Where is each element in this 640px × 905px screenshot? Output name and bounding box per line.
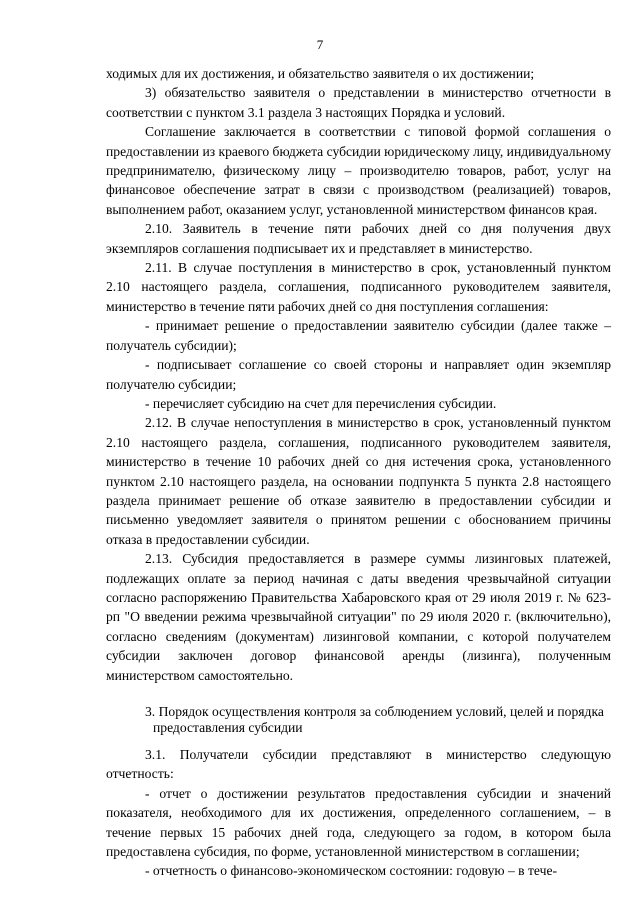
paragraph-2-13: 2.13. Субсидия предоставляется в размере суммы лизинговых платежей, подлежащих оплате за период начиная с даты введения чрезвычайной ситуации согласно распоряжению Правительства Хабаровского края от 29 июля 2019 г. № 623-рп "О введении режима чрезвычайной ситуации" по 29 июля 2020 г. (включительно), согласно сведениям (документам) лизинговой компании, с которой получателем субсидии заключен договор финансовой аренды (лизинга), полученным министерством самостоятельно. <box>106 551 611 683</box>
list-item-sign-agreement: - подписывает соглашение со своей стороны и направляет один экземпляр получателю субсидии; <box>106 357 611 392</box>
list-item-decision: - принимает решение о предоставлении заявителю субсидии (далее также – получатель субсидии); <box>106 318 611 353</box>
list-item-financial-report: - отчетность о финансово-экономическом состоянии: годовую – в тече- <box>145 863 558 879</box>
document-body <box>106 64 611 881</box>
paragraph-2-12: 2.12. В случае непоступления в министерство в срок, установленный пунктом 2.10 настоящего раздела, соглашения, подписанного руководителем заявителя, министерство в течение 10 рабочих дней со дня истечения срока, установленного пунктом 2.10 настоящего раздела, на основании подпункта 5 пункта 2.8 настоящего раздела принимает решение об отказе заявителю в предоставлении субсидии и письменно уведомляет заявителя о принятом решении с обоснованием причины отказа в предоставлении субсидии. <box>106 415 611 547</box>
paragraph-obligation-report: 3) обязательство заявителя о представлении в министерство отчетности в соответствии с пунктом 3.1 раздела 3 настоящих Порядка и условий. <box>106 85 611 120</box>
list-item-results-report: - отчет о достижении результатов предоставления субсидии и значений показателя, необходимого для их достижения, определенного соглашением, – в течение первых 15 рабочих дней года, следующего за годом, в котором была предоставлена субсидия, по форме, установленной министерством в соглашении; <box>106 785 611 860</box>
paragraph-3-1: 3.1. Получатели субсидии представляют в министерство следующую отчетность: <box>106 747 611 782</box>
section-heading: 3. Порядок осуществления контроля за соблюдением условий, целей и порядка предоставления субсидии <box>145 704 604 735</box>
paragraph-continuation: ходимых для их достижения, и обязательство заявителя о их достижении; <box>106 66 535 81</box>
paragraph-2-10: 2.10. Заявитель в течение пяти рабочих дней со дня получения двух экземпляров соглашения подписывает их и представляет в министерство. <box>106 221 611 256</box>
paragraph-2-11: 2.11. В случае поступления в министерство в срок, установленный пунктом 2.10 настоящего раздела, соглашения, подписанного руководителем заявителя, министерство в течение пяти рабочих дней со дня поступления соглашения: <box>106 260 611 314</box>
page-number: 7 <box>316 37 324 52</box>
paragraph-agreement-form: Соглашение заключается в соответствии с типовой формой соглашения о предоставлении из краевого бюджета субсидии юридическому лицу, индивидуальному предпринимателю, физическому лицу – производителю товаров, работ, услуг на финансовое обеспечение затрат в связи с производством (реализацией) товаров, выполнением работ, оказанием услуг, установленной министерством финансов края. <box>106 124 611 217</box>
list-item-transfer: - перечисляет субсидию на счет для перечисления субсидии. <box>145 395 497 411</box>
